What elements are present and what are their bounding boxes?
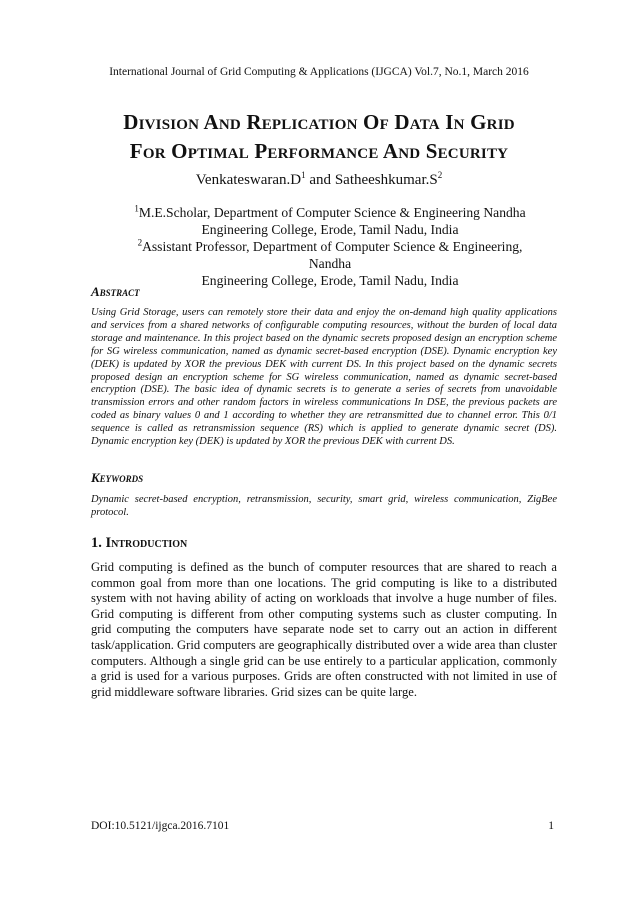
affiliation-1-text: M.E.Scholar, Department of Computer Science & Engineering Nandha	[138, 205, 526, 220]
affiliation-1-marker: 1	[134, 203, 139, 214]
footer-doi: DOI:10.5121/ijgca.2016.7101	[91, 820, 230, 832]
keywords-heading: Keywords	[91, 470, 144, 485]
paper-title-line-2: For Optimal Performance And Security	[129, 139, 509, 163]
author-2-name: Satheeshkumar.S	[334, 172, 438, 188]
author-1-name: Venkateswaran.D	[195, 172, 302, 188]
paper-title-line-1: Division And Replication Of Data In Grid	[123, 110, 515, 134]
affiliations	[120, 204, 540, 289]
affiliation-1-line-1	[120, 204, 540, 221]
affiliation-2-marker: 2	[137, 237, 143, 248]
affiliation-2-line-1	[120, 238, 540, 272]
abstract-heading: Abstract	[91, 284, 140, 299]
author-1-marker: 1	[301, 170, 306, 180]
affiliation-1-line-2: Engineering College, Erode, Tamil Nadu, India	[201, 222, 459, 237]
author-line	[0, 172, 638, 189]
author-2-marker: 2	[437, 170, 443, 180]
author-conjunction: and	[305, 172, 335, 188]
introduction-heading: 1. Introduction	[91, 535, 188, 551]
journal-running-header: International Journal of Grid Computing & Applications (IJGCA) Vol.7, No.1, March 2016	[109, 66, 529, 78]
affiliation-2-text: Assistant Professor, Department of Computer Science & Engineering, Nandha	[142, 239, 523, 271]
keywords-body: Dynamic secret-based encryption, retransmission, security, smart grid, wireless communication, ZigBee protocol.	[91, 494, 557, 518]
paper-title	[60, 108, 578, 166]
introduction-body: Grid computing is defined as the bunch of computer resources that are shared to reach a common goal from more than one locations. The grid computing is like to a distributed system with not having ability of acting on workloads that involve a huge number of files. Grid computing is different from other computing systems such as cluster computing. In grid computing the computers have separate node set to carry out an action in different task/application. Grid computers are geographically distributed over a wide area than cluster computers. Although a single grid can be use entirely to a particular application, commonly a grid is used for a various purposes. Grids are often constructed with not limited in use of grid middleware software libraries. Grid sizes can be quite large.	[91, 560, 557, 699]
abstract-body: Using Grid Storage, users can remotely store their data and enjoy the on-demand high quality applications and services from a shared networks of configurable computing resources, without the burden of local data storage and maintenance. In this project based on the dynamic secrets proposed design an encryption scheme for SG wireless communication, named as dynamic secret-based encryption (DSE). Dynamic encryption key (DEK) is updated by XOR the previous DEK with current DS. In this project based on the dynamic secrets proposed design an encryption scheme for SG wireless communication, named as dynamic secret-based encryption (DSE). The basic idea of dynamic secrets is to generate a series of secrets from unavoidable transmission errors and other random factors in wireless communications In DSE, the previous packets are coded as binary values 0 and 1 according to whether they are retransmitted due to channel error. This 0/1 sequence is called as retransmission sequence (RS) which is applied to generate dynamic secret (DS). Dynamic encryption key (DEK) is updated by XOR the previous DEK with current DS.	[91, 307, 557, 448]
footer-page-number: 1	[548, 820, 554, 832]
affiliation-2-line-2: Engineering College, Erode, Tamil Nadu, India	[201, 273, 459, 288]
